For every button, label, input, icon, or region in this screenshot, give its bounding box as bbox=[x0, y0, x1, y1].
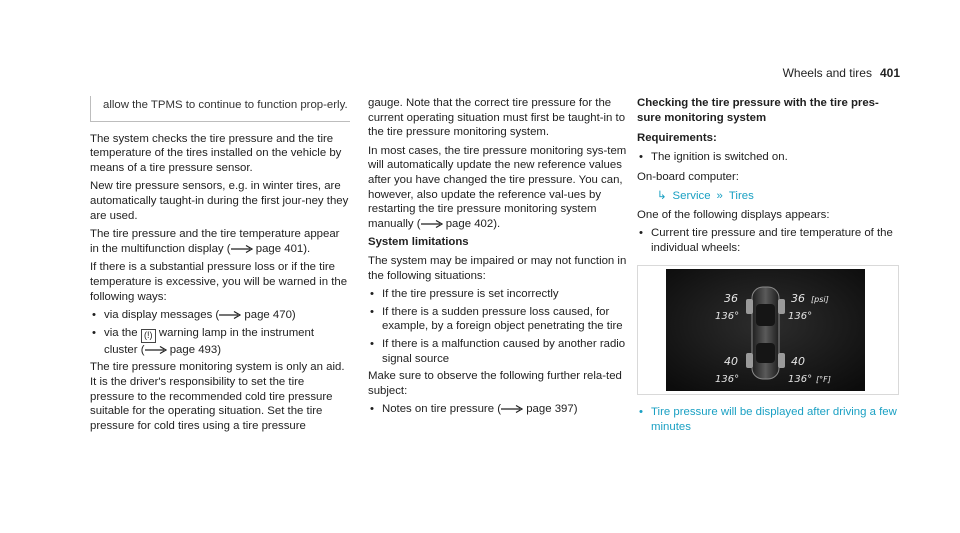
note-box bbox=[90, 96, 350, 122]
temperature-unit: [°F] bbox=[816, 375, 831, 385]
menu-item-tires[interactable]: Tires bbox=[728, 189, 754, 202]
menu-return-arrow-icon: ↳ bbox=[657, 189, 667, 202]
column-3 bbox=[637, 96, 899, 438]
page-ref-arrow-icon bbox=[219, 311, 241, 319]
pressure-unit: [psi] bbox=[811, 295, 829, 305]
column-2 bbox=[368, 96, 628, 420]
paragraph: If there is a substantial pressure loss or if the tire temperature is excessive, you will be warned in the following ways: bbox=[90, 261, 348, 303]
paragraph: On-board computer: bbox=[637, 171, 739, 184]
page-number: 401 bbox=[879, 66, 900, 80]
menu-path bbox=[657, 189, 899, 204]
page-ref-arrow-icon bbox=[231, 245, 253, 253]
fl-pressure: 36 bbox=[724, 292, 738, 306]
note-text: allow the TPMS to continue to function prop-erly. bbox=[103, 99, 348, 111]
paragraph: The system may be impaired or may not function in the following situations: bbox=[368, 254, 627, 282]
menu-item-service[interactable]: Service bbox=[672, 189, 711, 202]
tire-warning-lamp-icon: (!) bbox=[141, 329, 156, 343]
page-ref-link[interactable]: page 401). bbox=[255, 242, 311, 255]
rl-temperature: 136° bbox=[715, 374, 740, 386]
list-item: • If there is a sudden pressure loss caused, for example, by a foreign object penetrating the tire bbox=[368, 305, 628, 334]
paragraph: Make sure to observe the following further rela-ted subject: bbox=[368, 370, 622, 397]
page-ref-link[interactable]: page 493) bbox=[169, 343, 221, 356]
section-title: Wheels and tires bbox=[782, 66, 872, 80]
paragraph: One of the following displays appears: bbox=[637, 208, 830, 221]
rr-temperature: 136° bbox=[788, 374, 813, 386]
rr-pressure: 40 bbox=[791, 355, 805, 369]
tire-display-graphic bbox=[666, 269, 865, 391]
fr-temperature: 136° bbox=[788, 311, 813, 323]
list-item: • Notes on tire pressure ( page 397) bbox=[368, 402, 628, 417]
page-ref-arrow-icon bbox=[501, 405, 523, 413]
list-item: • If there is a malfunction caused by another radio signal source bbox=[368, 337, 628, 366]
section-heading: Checking the tire pressure with the tire pres-sure monitoring system bbox=[637, 97, 879, 124]
paragraph: New tire pressure sensors, e.g. in winter tires, are automatically taught-in during the first jour-ney they are used. bbox=[90, 180, 349, 222]
car-top-view-icon bbox=[746, 287, 785, 379]
list-item: • Tire pressure will be displayed after driving a few minutes bbox=[637, 405, 899, 434]
paragraph: gauge. Note that the correct tire pressure for the current operating situation must first be taught-in to the tire pressure monitoring system. bbox=[368, 97, 626, 139]
list-item: • If the tire pressure is set incorrectly bbox=[368, 287, 628, 302]
list-item: • The ignition is switched on. bbox=[637, 150, 899, 165]
menu-chevron-icon: » bbox=[716, 189, 723, 202]
paragraph: In most cases, the tire pressure monitoring sys-tem will automatically update the new reference values after you have changed the tire pressure. You can, however, also update the reference val-ues by restarting the tire pressure monitoring system manually ( page 402). bbox=[368, 144, 627, 230]
fl-temperature: 136° bbox=[715, 311, 740, 323]
requirements-heading: Requirements: bbox=[637, 132, 717, 145]
rl-pressure: 40 bbox=[724, 355, 738, 369]
paragraph: The system checks the tire pressure and the tire temperature of the tires installed on the vehicle by means of a tire pressure sensor. bbox=[90, 132, 342, 174]
list-item: • via display messages ( page 470) bbox=[90, 308, 350, 323]
page-ref-link[interactable]: page 397) bbox=[526, 403, 578, 416]
page-header bbox=[783, 66, 900, 80]
multifunction-display-screen bbox=[666, 269, 865, 391]
page-ref-link[interactable]: page 402). bbox=[445, 217, 501, 230]
page-ref-arrow-icon bbox=[145, 346, 167, 354]
fr-pressure: 36 bbox=[791, 292, 805, 306]
column-1 bbox=[90, 96, 350, 437]
paragraph: The tire pressure monitoring system is only an aid. It is the driver's responsibility to set the tire pressure to the recommended cold tire pressure suitable for the operating situation. Set the tire pressure for cold tires using a tire pressure bbox=[90, 361, 345, 432]
list-item: • Current tire pressure and tire temperature of the individual wheels: bbox=[637, 226, 899, 255]
list-item: • via the (!) warning lamp in the instrument cluster ( page 493) bbox=[90, 326, 350, 358]
paragraph: The tire pressure and the tire temperature appear in the multifunction display ( page 401). bbox=[90, 228, 340, 255]
section-heading: System limitations bbox=[368, 236, 469, 249]
page-ref-link[interactable]: page 470) bbox=[244, 309, 296, 322]
tire-pressure-display-figure bbox=[637, 265, 899, 395]
page-ref-arrow-icon bbox=[421, 220, 443, 228]
